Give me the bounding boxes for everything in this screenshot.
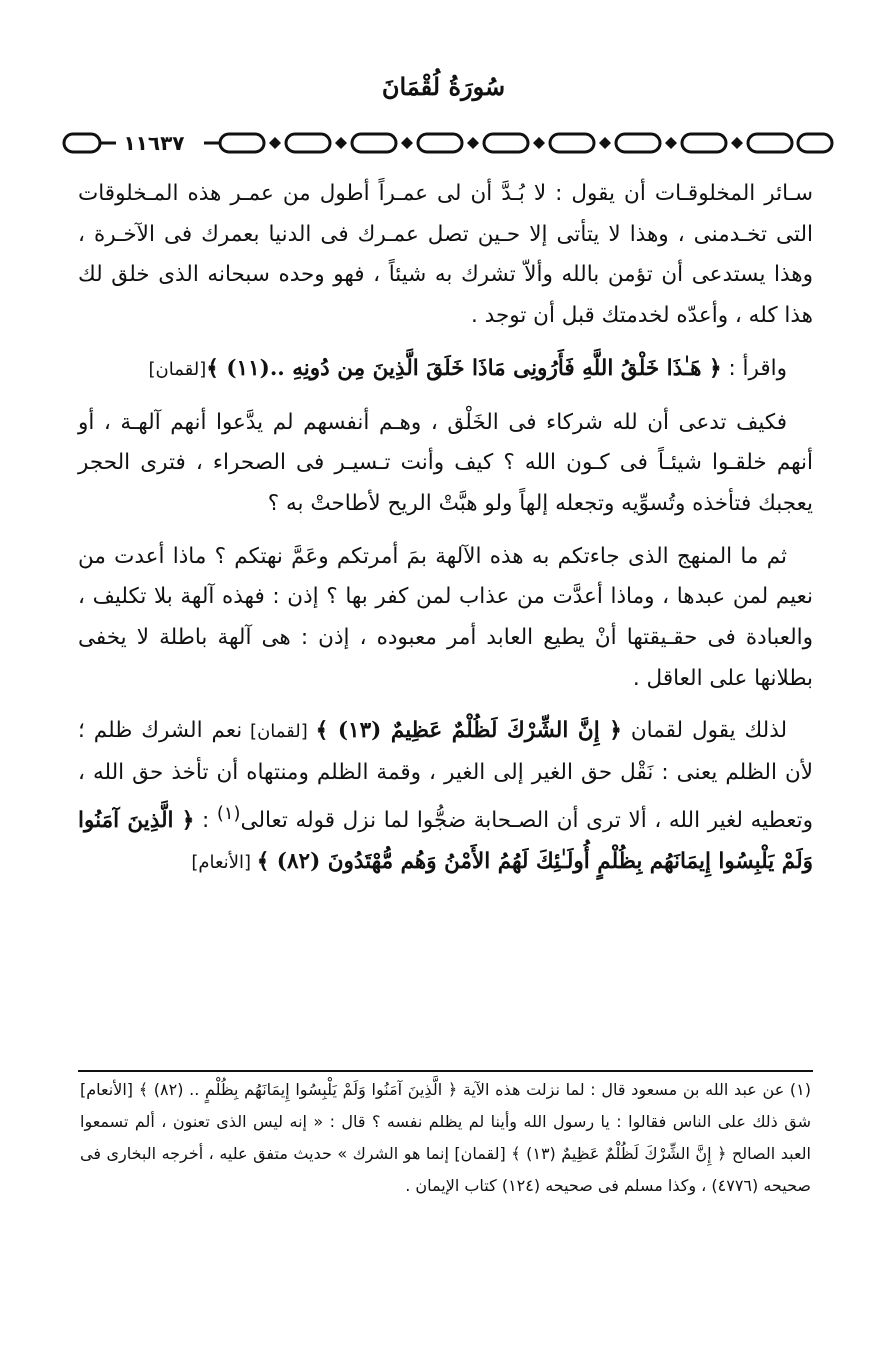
quran-verse: ﴿ هَـٰذَا خَلْقُ اللَّهِ فَأَرُونِى مَاذَا خَلَقَ الَّذِينَ مِن دُونِهِ ..(١١) ﴾ [206,355,722,381]
text-segment: نعم الشرك ظلم ؛ لأن الظلم يعنى : نَقْل حق الغير إلى الغير ، وقمة الظلم ومنتهاه أن تأخذ حق الله ، وتعطيه لغير الله ، ألا ترى أن الصـحابة ضجُّوا لما نزل قوله تعالى [78,718,813,833]
surah-title: سُورَةُ لُقْمَانَ [381,72,506,101]
paragraph-4 [78,711,813,883]
text-segment: : [194,808,217,833]
quote-paragraph [78,349,813,391]
main-text [78,174,813,895]
footnote-divider [78,1070,813,1072]
quran-verse: ﴿ الَّذِينَ آمَنُوا وَلَمْ يَلْبِسُوا إِيمَانَهُم بِظُلْمٍ أُولَـٰئِكَ لَهُمُ الأَمْنُ وَهُم مُّهْتَدُونَ (٨٢) ﴾ [78,808,813,874]
paragraph-3: ثم ما المنهج الذى جاءتكم به هذه الآلهة بمَ أمرتكم وعَمَّ نهتكم ؟ ماذا أعدت من نعيم لمن عبدها ، وماذا أعدَّت من عذاب لمن كفر بها ؟ إذن : فهذه آلهة بلا تكليف ، والعبادة فى حقـيقتها أنْ يطيع العابد أمر معبوده ، إذن : هى آلهة باطلة لا يخفى بطلانها على العاقل . [78,543,813,691]
page-number: ١١٦٣٧ [116,128,192,158]
text-segment: لذلك يقول لقمان [621,718,788,744]
surah-reference: [الأنعام] [191,851,257,873]
quote-lead: واقرأ : [721,355,787,381]
quran-verse: ﴿ إِنَّ الشِّرْكَ لَظُلْمٌ عَظِيمٌ (١٣) ﴾ [315,718,622,744]
paragraph-2: فكيف تدعى أن لله شركاء فى الخَلْق ، وهـم أنفسهم لم يدَّعوا أنهم آلهـة ، أو أنهم خلقـوا شيئـاً فى كـون الله ؟ كيف وأنت تـسيـر فى الصحراء ، فترى الحجر يعجبك فتأخذه وتُسوِّيه وتجعله إلهاً ولو هبَّتْ الريح لأطاحتْ به ؟ [78,409,813,516]
footnotes [80,1074,811,1202]
surah-reference: [لقمان] [148,358,207,380]
footnote-marker: (١) [216,802,241,824]
surah-reference: [لقمان] [242,721,316,743]
footnote-1: (١) عن عبد الله بن مسعود قال : لما نزلت هذه الآية ﴿ الَّذِينَ آمَنُوا وَلَمْ يَلْبِسُوا إِيمَانَهُم بِظُلْمٍ .. (٨٢) ﴾ [الأنعام] شق ذلك على الناس فقالوا : يا رسول الله وأينا لم يظلم نفسه ؟ قال : « إنه ليس الذى تعنون ، ألم تسمعوا العبد الصالح ﴿ إِنَّ الشِّرْكَ لَظُلْمٌ عَظِيمٌ (١٣) ﴾ [لقمان] إنما هو الشرك » حديث متفق عليه ، أخرجه البخارى فى صحيحه (٤٧٧٦) ، وكذا مسلم فى صحيحه (١٢٤) كتاب الإيمان . [80,1080,812,1195]
paragraph-1: سـائر المخلوقـات أن يقول : لا بُـدَّ أن لى عمـراً أطول من عمـر هذه المـخلوقات التى تخـدمنى ، وهذا لا يتأتى إلا حـين تصل عمـرك فى الدنيا بعمرك فى الآخـرة ، وهذا يستدعى أن تؤمن بالله وألاّ تشرك به شيئاً ، فهو وحده سبحانه الذى خلق لك هذا كله ، وأعدّه لخدمتك قبل أن توجد . [78,181,813,329]
